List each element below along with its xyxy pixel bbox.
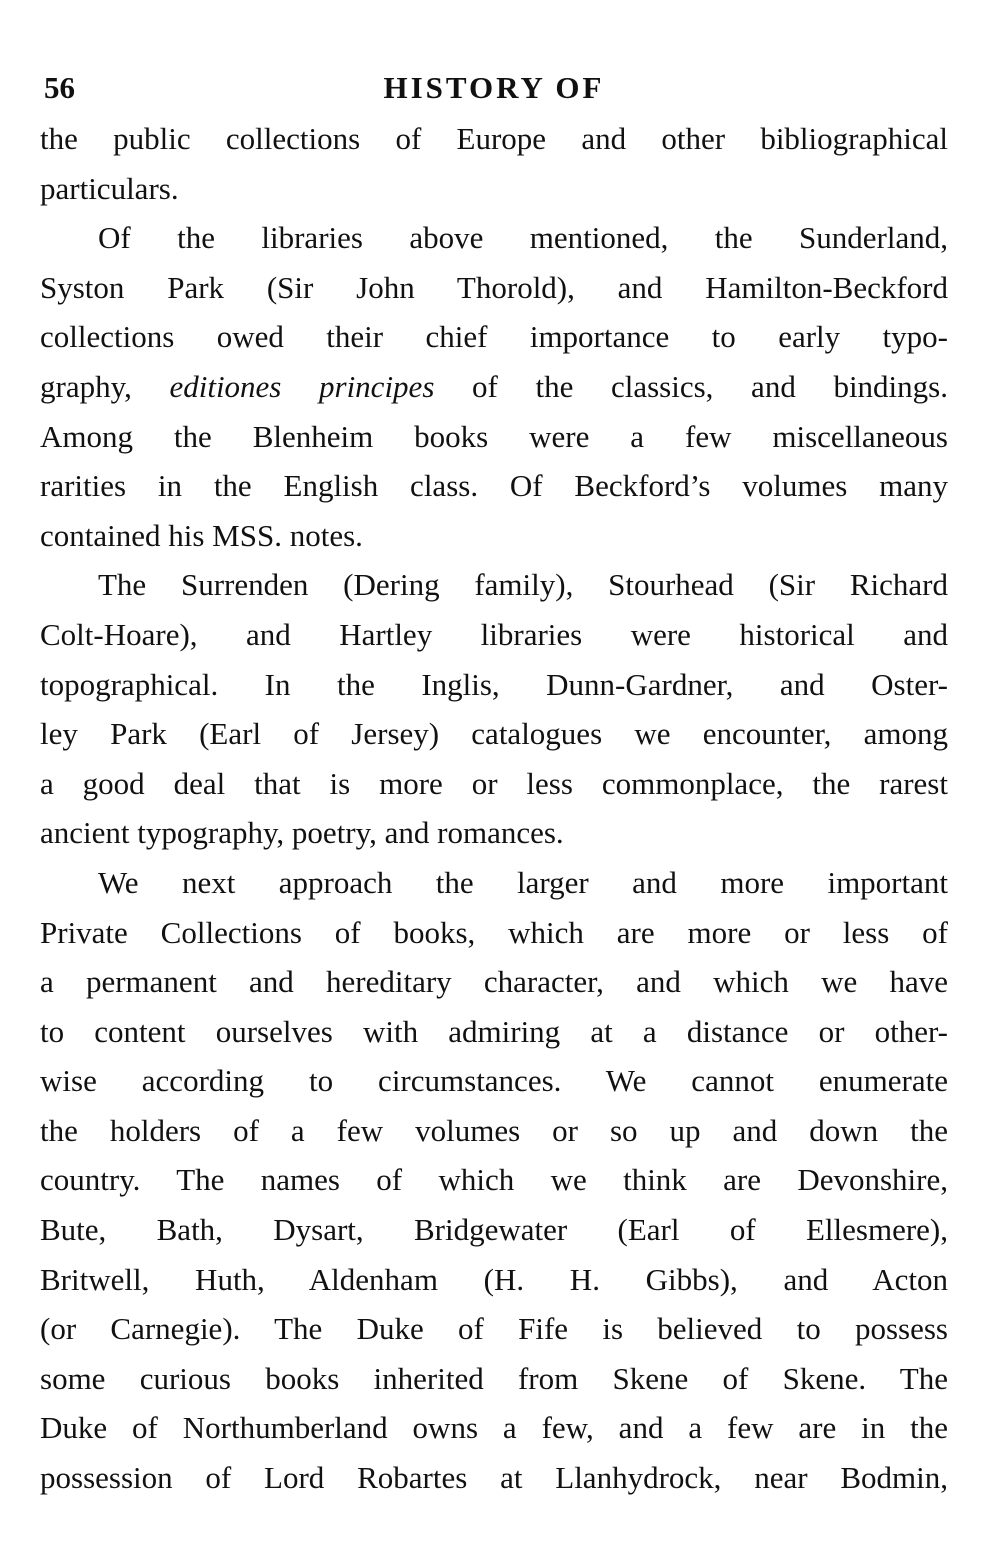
text-line: topographical. In the Inglis, Dunn-Gardner, and Oster- <box>40 666 948 702</box>
text-line: Of the libraries above mentioned, the Sunderland, <box>98 220 948 256</box>
page-header <box>40 66 948 110</box>
text-line: the public collections of Europe and other bibliographical <box>40 121 948 156</box>
text-line: a permanent and hereditary character, and which we have <box>40 964 948 1000</box>
paragraph <box>40 858 948 1503</box>
text-line: Syston Park (Sir John Thorold), and Hamilton-Beckford <box>40 269 948 305</box>
text-run: graphy, <box>40 368 170 404</box>
body-text <box>40 114 948 1503</box>
text-line: possession of Lord Robartes at Llanhydrock, near Bodmin, <box>40 1460 948 1496</box>
text-line: the holders of a few volumes or so up and down the <box>40 1112 948 1148</box>
paragraph <box>40 114 948 213</box>
text-line: Among the Blenheim books were a few miscellaneous <box>40 418 948 454</box>
text-line-with-italic <box>40 362 948 412</box>
text-line: We next approach the larger and more important <box>98 864 948 900</box>
text-line: Colt-Hoare), and Hartley libraries were historical and <box>40 616 948 652</box>
text-line: Britwell, Huth, Aldenham (H. H. Gibbs), and Acton <box>40 1261 948 1297</box>
paragraph <box>40 560 948 858</box>
running-head: HISTORY OF <box>383 70 605 105</box>
text-line: ley Park (Earl of Jersey) catalogues we encounter, among <box>40 716 948 752</box>
text-line: contained his MSS. notes. <box>40 517 363 553</box>
text-line: rarities in the English class. Of Beckford’s volumes many <box>40 468 948 504</box>
text-line: a good deal that is more or less commonplace, the rarest <box>40 765 948 801</box>
italic-phrase: editiones principes <box>169 368 435 404</box>
text-line: The Surrenden (Dering family), Stourhead (Sir Richard <box>98 567 948 603</box>
text-line: collections owed their chief importance to early typo- <box>40 319 948 355</box>
text-run: of the classics, and bindings. <box>434 368 948 404</box>
page-number: 56 <box>44 70 75 105</box>
text-line: Bute, Bath, Dysart, Bridgewater (Earl of Ellesmere), <box>40 1212 948 1248</box>
text-line: some curious books inherited from Skene of Skene. The <box>40 1360 948 1396</box>
text-line: Duke of Northumberland owns a few, and a few are in the <box>40 1410 948 1446</box>
text-line: (or Carnegie). The Duke of Fife is believed to possess <box>40 1311 948 1347</box>
text-line: wise according to circumstances. We cannot enumerate <box>40 1063 948 1099</box>
text-line: particulars. <box>40 170 179 206</box>
text-line: Private Collections of books, which are more or less of <box>40 914 948 950</box>
book-page <box>40 66 948 1503</box>
text-line: country. The names of which we think are Devonshire, <box>40 1162 948 1198</box>
paragraph <box>40 213 948 560</box>
text-line: to content ourselves with admiring at a distance or other- <box>40 1013 948 1049</box>
text-line: ancient typography, poetry, and romances. <box>40 815 564 851</box>
